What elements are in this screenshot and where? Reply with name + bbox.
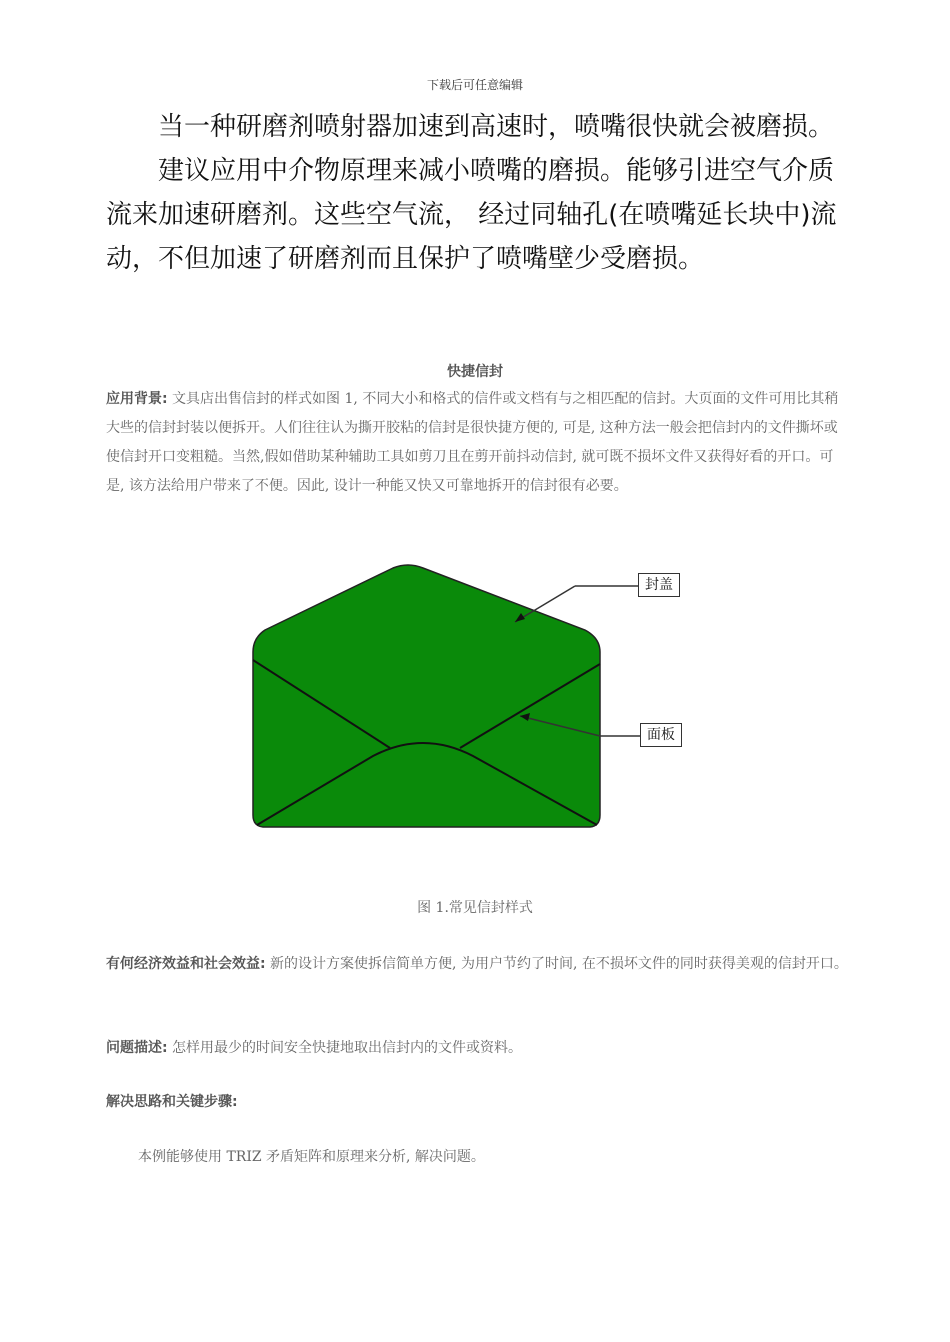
intro-paragraph-2: 建议应用中介物原理来减小喷嘴的磨损。能够引进空气介质流来加速研磨剂。这些空气流， 经过同轴孔(在喷嘴延长块中)流动，不但加速了研磨剂而且保护了喷嘴壁少受磨损。: [106, 156, 837, 274]
problem-paragraph: [106, 1034, 851, 1063]
problem-text: 怎样用最少的时间安全快捷地取出信封内的文件或资料。: [167, 1040, 523, 1056]
section-title: 快捷信封: [447, 364, 503, 380]
solution-paragraph: 本例能够使用 TRIZ 矛盾矩阵和原理来分析, 解决问题。: [138, 1149, 485, 1165]
background-label: 应用背景:: [106, 391, 168, 407]
solution-label: 解决思路和关键步骤:: [106, 1094, 238, 1110]
solution-heading: [106, 1088, 851, 1117]
problem-label: 问题描述:: [106, 1040, 168, 1056]
benefit-paragraph: [106, 950, 851, 979]
figure-caption: 图 1.常见信封样式: [417, 900, 533, 916]
background-paragraph: [106, 385, 851, 501]
envelope-figure: [245, 560, 705, 840]
benefit-text: 新的设计方案使拆信简单方便, 为用户节约了时间, 在不损坏文件的同时获得美观的信封开口。: [265, 956, 848, 972]
page-header: 下载后可任意编辑: [426, 78, 523, 92]
background-text: 文具店出售信封的样式如图 1, 不同大小和格式的信件或文档有与之相匹配的信封。大页面的文件可用比其稍大些的信封封装以便拆开。人们往往认为撕开胶粘的信封是很快捷方便的, 可是, 这种方法一般会把信封内的文件撕坏或使信封开口变粗糙。当然,假如借助某种辅助工具如剪刀且在剪开前抖动信封, 就可既不损坏文件又获得好看的开口。可是, 该方法给用户带来了不便。因此, 设计一种能又快又可靠地拆开的信封很有必要。: [106, 391, 839, 494]
callout-flap: 封盖: [638, 573, 680, 597]
callout-panel: 面板: [640, 723, 682, 747]
benefit-label: 有何经济效益和社会效益:: [106, 956, 266, 972]
intro-paragraph-1: 当一种研磨剂喷射器加速到高速时，喷嘴很快就会被磨损。: [158, 112, 835, 142]
